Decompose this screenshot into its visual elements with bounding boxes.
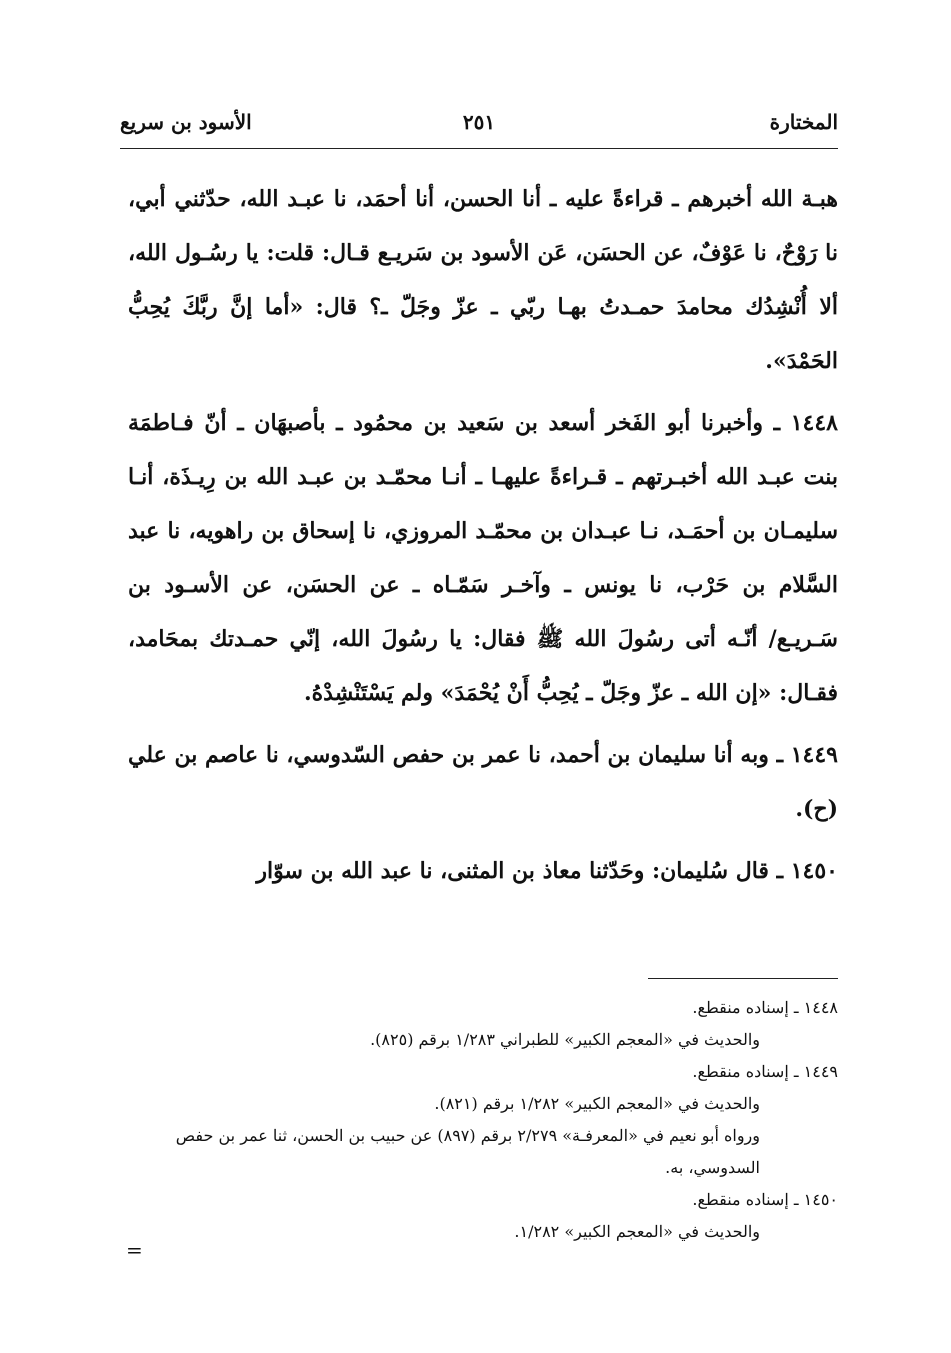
- hadith-1449: [128, 728, 838, 836]
- page-number: ٢٥١: [462, 110, 496, 134]
- hadith-number: ١٤٥٠: [790, 858, 838, 884]
- main-text: [128, 172, 838, 906]
- footnote-1448: ١٤٤٨ ـ إسناده منقطع.: [692, 998, 838, 1017]
- paragraph-continuation: هبـة الله أخبرهم ـ قراءةً عليه ـ أنا الحسن، أنا أحمَد، نا عبـد الله، حدّثني أبي، نا رَوْحٌ، نا عَوْفٌ، عن الحسَن، عَن الأسود بن سَريـع قـال: قلت: يا رسُـول الله، ألا أُنْشِدُك محامدَ حمـدتُ بهـا ربّي ـ عزّ وجَلّ ـ؟ قال: «أما إنَّ ربَّكَ يُحِبُّ الحَمْدَ».: [128, 186, 838, 374]
- book-title: المختارة: [769, 110, 838, 134]
- hadith-text: ـ وأخبرنا أبو الفَخر أسعد بن سَعيد بن محمُود ـ بأصبهَان ـ أنّ فـاطمَة بنت عبـد الله أخبـرتهم ـ قـراءةً عليهـا ـ أنـا محمّـد بن عبـد الله بن رِيـذَة، أنـا سليمـان بن أحمَـد، نـا عبـدان بن محمّـد المروزي، نا إسحاق بن راهويه، نا عبد السَّلام بن حَرْب، نا يونس ـ وآخـر سَمّـاه ـ عن الحسَن، عن الأسـود بن سَـريـع/ أنّـه أتى رسُولَ الله ﷺ فقال: يا رسُولَ الله، إنّي حمـدتك بمحَامد، فقـال: «إن الله ـ عزّ وجَلّ ـ يُحِبُّ أَنْ يُحْمَدَ» ولم يَسْتَنْشِدْهُ.: [128, 410, 839, 706]
- footnote-1450-source: والحديث في «المعجم الكبير» ١/٢٨٢.: [514, 1222, 760, 1241]
- hadith-1450: [128, 844, 838, 898]
- hadith-number: ١٤٤٨: [790, 410, 838, 436]
- header-rule: [120, 148, 838, 149]
- footnote-1448-source: والحديث في «المعجم الكبير» للطبراني ١/٢٨٣ برقم (٨٢٥).: [370, 1030, 760, 1049]
- footnote-1450: ١٤٥٠ ـ إسناده منقطع.: [692, 1190, 838, 1209]
- running-header: [120, 110, 838, 150]
- footnote-1449-source: والحديث في «المعجم الكبير» ١/٢٨٢ برقم (٨٢١).: [434, 1094, 760, 1113]
- chapter-title: الأسود بن سريع: [120, 110, 252, 134]
- hadith-text: ـ قال سُليمان: وحَدّثنا معاذ بن المثنى، نا عبد الله بن سوّار: [256, 858, 784, 884]
- hadith-text: ـ وبه أنا سليمان بن أحمد، نا عمر بن حفص السّدوسي، نا عاصم بن علي (ح).: [128, 742, 838, 822]
- footnote-1449-narration: ورواه أبو نعيم في «المعرفـة» ٢/٢٧٩ برقم (٨٩٧) عن حبيب بن الحسن، ثنا عمر بن حفص السدوسي، به.: [175, 1126, 760, 1177]
- hadith-number: ١٤٤٩: [790, 742, 838, 768]
- continuation-mark: =: [126, 1238, 143, 1262]
- footnote-rule: [648, 978, 838, 979]
- footnote-1449: ١٤٤٩ ـ إسناده منقطع.: [692, 1062, 838, 1081]
- hadith-1448: [128, 396, 838, 720]
- footnotes: [120, 992, 838, 1248]
